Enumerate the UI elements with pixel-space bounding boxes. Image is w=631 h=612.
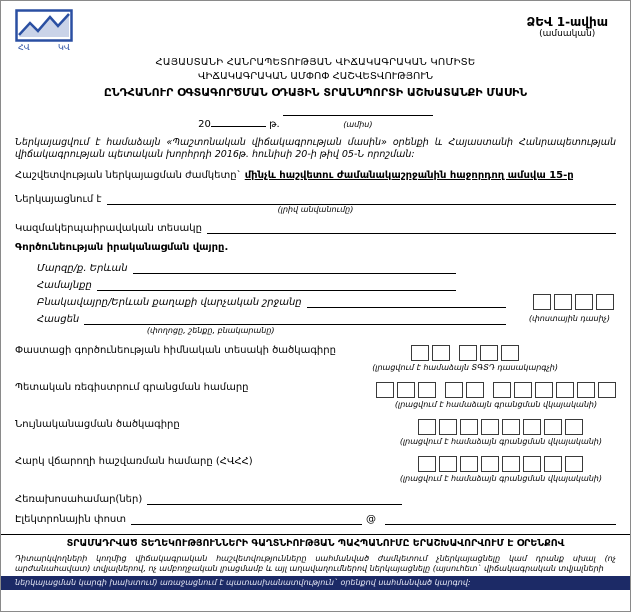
- tin-row: [15, 456, 616, 483]
- year-label: թ.: [269, 119, 280, 130]
- code-cell[interactable]: [460, 456, 478, 472]
- confidentiality-notice: ՏՐԱՄԱԴՐՎԱԾ ՏԵՂԵԿՈՒԹՅՈՒՆՆԵՐԻ ԳԱՂՏՆԻՈՒԹՅԱՆ ՊԱՀՊԱՆՈՒՄԸ ԵՐԱՇԽԱՎՈՐՎՈՒՄ Է ՕՐԵՆՔՈՎ: [1, 534, 630, 551]
- form-periodicity: (ամսական): [539, 29, 596, 39]
- code-cell[interactable]: [544, 456, 562, 472]
- code-cell[interactable]: [502, 419, 520, 435]
- year-input-line[interactable]: [211, 115, 266, 127]
- code-cell[interactable]: [556, 382, 574, 398]
- code-cell[interactable]: [565, 419, 583, 435]
- code-cell[interactable]: [397, 382, 415, 398]
- code-cell[interactable]: [466, 382, 484, 398]
- address-section: [15, 257, 616, 335]
- code-cell[interactable]: [439, 419, 457, 435]
- activity-location-title: Գործունեության իրականացման վայրը.: [15, 241, 229, 253]
- code-cell[interactable]: [544, 419, 562, 435]
- code-cell[interactable]: [418, 382, 436, 398]
- committee-name: ՀԱՅԱՍՏԱՆԻ ՀԱՆՐԱՊԵՏՈՒԹՅԱՆ ՎԻՃԱԿԱԳՐԱԿԱՆ ԿՈՄԻՏԵ: [155, 57, 476, 68]
- email-domain-input-line[interactable]: [385, 511, 616, 525]
- code-cell[interactable]: [523, 419, 541, 435]
- deadline-label: Հաշվետվության ներկայացման ժամկետը`: [15, 169, 242, 181]
- code-cell[interactable]: [523, 456, 541, 472]
- code-cell[interactable]: [502, 456, 520, 472]
- code-cell[interactable]: [596, 294, 614, 310]
- code-cell[interactable]: [535, 382, 553, 398]
- code-cell[interactable]: [575, 294, 593, 310]
- register-number-cells: [376, 382, 616, 398]
- form-header-bar: [15, 9, 616, 55]
- community-input-line[interactable]: [97, 277, 456, 291]
- deadline-line: [15, 170, 616, 181]
- settlement-input-line[interactable]: [307, 294, 506, 308]
- identification-code-hint: (լրացվում է համաձայն գրանցման վկայականի): [399, 436, 602, 446]
- disclaimer-paragraph: Դիտարկվողների կողմից վիճակագրական հաշվետվությունները սահմանված ժամկետում չներկայացնելը կամ դրանք սխալ (ոչ արժանահավատ) տվյալներով, ոչ ամբողջական լրացմամբ և այլ աղավաղումներով ներկայացնելը (այսուհետ` վիճակագրական տվյալների: [15, 553, 616, 574]
- tin-label: Հարկ վճարողի հաշվառման համարը (ՀՎՀՀ): [15, 455, 253, 467]
- code-cell[interactable]: [411, 345, 429, 361]
- activity-code-hint: (լրացվում է համաձայն ՏԳՏԴ դասակարգչի): [372, 362, 558, 372]
- code-cell[interactable]: [533, 294, 551, 310]
- deadline-value: մինչև հաշվետու ժամանակաշրջանին հաջորդող ամսվա 15-ը: [244, 169, 574, 181]
- code-cell[interactable]: [493, 382, 511, 398]
- logo-left-text: ՀՎ: [18, 43, 30, 51]
- code-cell[interactable]: [554, 294, 572, 310]
- postal-code-cells: [533, 294, 614, 310]
- presenter-row: [15, 191, 616, 205]
- code-cell[interactable]: [459, 345, 477, 361]
- tin-hint: (լրացվում է համաձայն գրանցման վկայականի): [399, 473, 602, 483]
- email-label: Էլեկտրոնային փոստ: [15, 513, 127, 525]
- code-cell[interactable]: [480, 345, 498, 361]
- tin-block: [400, 456, 602, 483]
- identification-code-row: [15, 419, 616, 446]
- month-hint: (ամիս): [343, 120, 373, 129]
- presenter-hint: (լրիվ անվանումը): [277, 204, 354, 214]
- code-cell[interactable]: [418, 456, 436, 472]
- armstat-logo: [15, 9, 73, 51]
- code-cell[interactable]: [418, 419, 436, 435]
- presenter-input-line[interactable]: [107, 191, 616, 205]
- address-hint: (փողոցը, շենքը, բնակարանը): [146, 325, 275, 335]
- code-cell[interactable]: [565, 456, 583, 472]
- disclaimer-highlighted-line: ներկայացման կարգի խախտում) առաջացնում է պատասխանատվություն` օրենքով սահմանված կարգով:: [1, 576, 630, 590]
- code-cell[interactable]: [514, 382, 532, 398]
- register-number-row: [15, 382, 616, 409]
- presenter-label: Ներկայացնում է: [15, 193, 102, 205]
- month-input-line[interactable]: [283, 104, 433, 116]
- postal-code-hint: (փոստային դասիչ): [528, 313, 610, 323]
- code-cell[interactable]: [376, 382, 394, 398]
- identification-code-cells: [418, 419, 583, 435]
- email-at-sign: @: [366, 513, 377, 525]
- activity-code-row: [15, 345, 616, 372]
- activity-code-label: Փաստացի գործունեության հիմնական տեսակի ծածկագիրը: [15, 344, 336, 356]
- code-cell[interactable]: [598, 382, 616, 398]
- identification-code-block: [400, 419, 602, 446]
- phone-row: [15, 491, 616, 505]
- form-code-block: [526, 15, 608, 39]
- register-number-block: [376, 382, 616, 409]
- region-row: [37, 257, 616, 274]
- legal-form-input-line[interactable]: [207, 220, 616, 234]
- code-cell[interactable]: [481, 419, 499, 435]
- address-input-line[interactable]: [84, 311, 506, 325]
- code-cell[interactable]: [432, 345, 450, 361]
- code-cell[interactable]: [501, 345, 519, 361]
- phone-label: Հեռախոսահամար(ներ): [15, 493, 143, 505]
- region-input-line[interactable]: [133, 260, 456, 274]
- phone-input-line[interactable]: [147, 491, 402, 505]
- code-cell[interactable]: [460, 419, 478, 435]
- address-label: Հասցեն: [37, 313, 80, 325]
- settlement-label: Բնակավայրը/Երևան քաղաքի վարչական շրջանը: [37, 296, 302, 308]
- address-hints-row: [37, 326, 616, 335]
- register-number-label: Պետական ռեգիստրում գրանցման համարը: [15, 381, 249, 393]
- report-type: ՎԻՃԱԿԱԳՐԱԿԱՆ ԱՄՓՈՓ ՀԱՇՎԵՏՎՈՒԹՅՈՒՆ: [197, 71, 433, 82]
- region-label: Մարզը/ք. Երևան: [37, 262, 128, 274]
- armstat-logo-icon: [15, 9, 73, 51]
- register-number-hint: (լրացվում է համաձայն գրանցման վկայականի): [394, 399, 598, 409]
- form-title: ԸՆԴՀԱՆՈՒՐ ՕԳՏԱԳՈՐԾՄԱՆ ՕԴԱՅԻՆ ՏՐԱՆՍՊՈՐՏԻ ԱՇԽԱՏԱՆՔԻ ՄԱՍԻՆ: [103, 86, 528, 99]
- code-cell[interactable]: [577, 382, 595, 398]
- tin-cells: [418, 456, 583, 472]
- code-cell[interactable]: [445, 382, 463, 398]
- legal-form-label: Կազմակերպաիրավական տեսակը: [15, 222, 202, 234]
- community-label: Համայնքը: [37, 279, 92, 291]
- community-row: [37, 274, 616, 291]
- logo-right-text: ԿՎ: [58, 43, 70, 51]
- report-period-line: [15, 104, 616, 130]
- form-code: ՁԵՎ 1-ավիա: [526, 15, 608, 29]
- month-blank-wrap: [283, 104, 433, 130]
- code-cell[interactable]: [481, 456, 499, 472]
- legal-basis-paragraph: Ներկայացվում է համաձայն «Պաշտոնական վիճակագրության մասին» օրենքի և Հայաստանի Հանրապետության վիճակագրության պետական խորհրդի 2016թ. հունիսի 20-ի թիվ 05-Ն որոշման:: [15, 137, 616, 160]
- legal-form-row: [15, 220, 616, 234]
- email-row: [15, 511, 616, 525]
- activity-code-block: [372, 345, 558, 372]
- activity-code-cells: [411, 345, 519, 361]
- year-prefix: 20: [198, 119, 211, 130]
- email-local-input-line[interactable]: [131, 511, 362, 525]
- code-cell[interactable]: [439, 456, 457, 472]
- settlement-row: [37, 291, 616, 308]
- identification-code-label: Նույնականացման ծածկագիրը: [15, 418, 180, 430]
